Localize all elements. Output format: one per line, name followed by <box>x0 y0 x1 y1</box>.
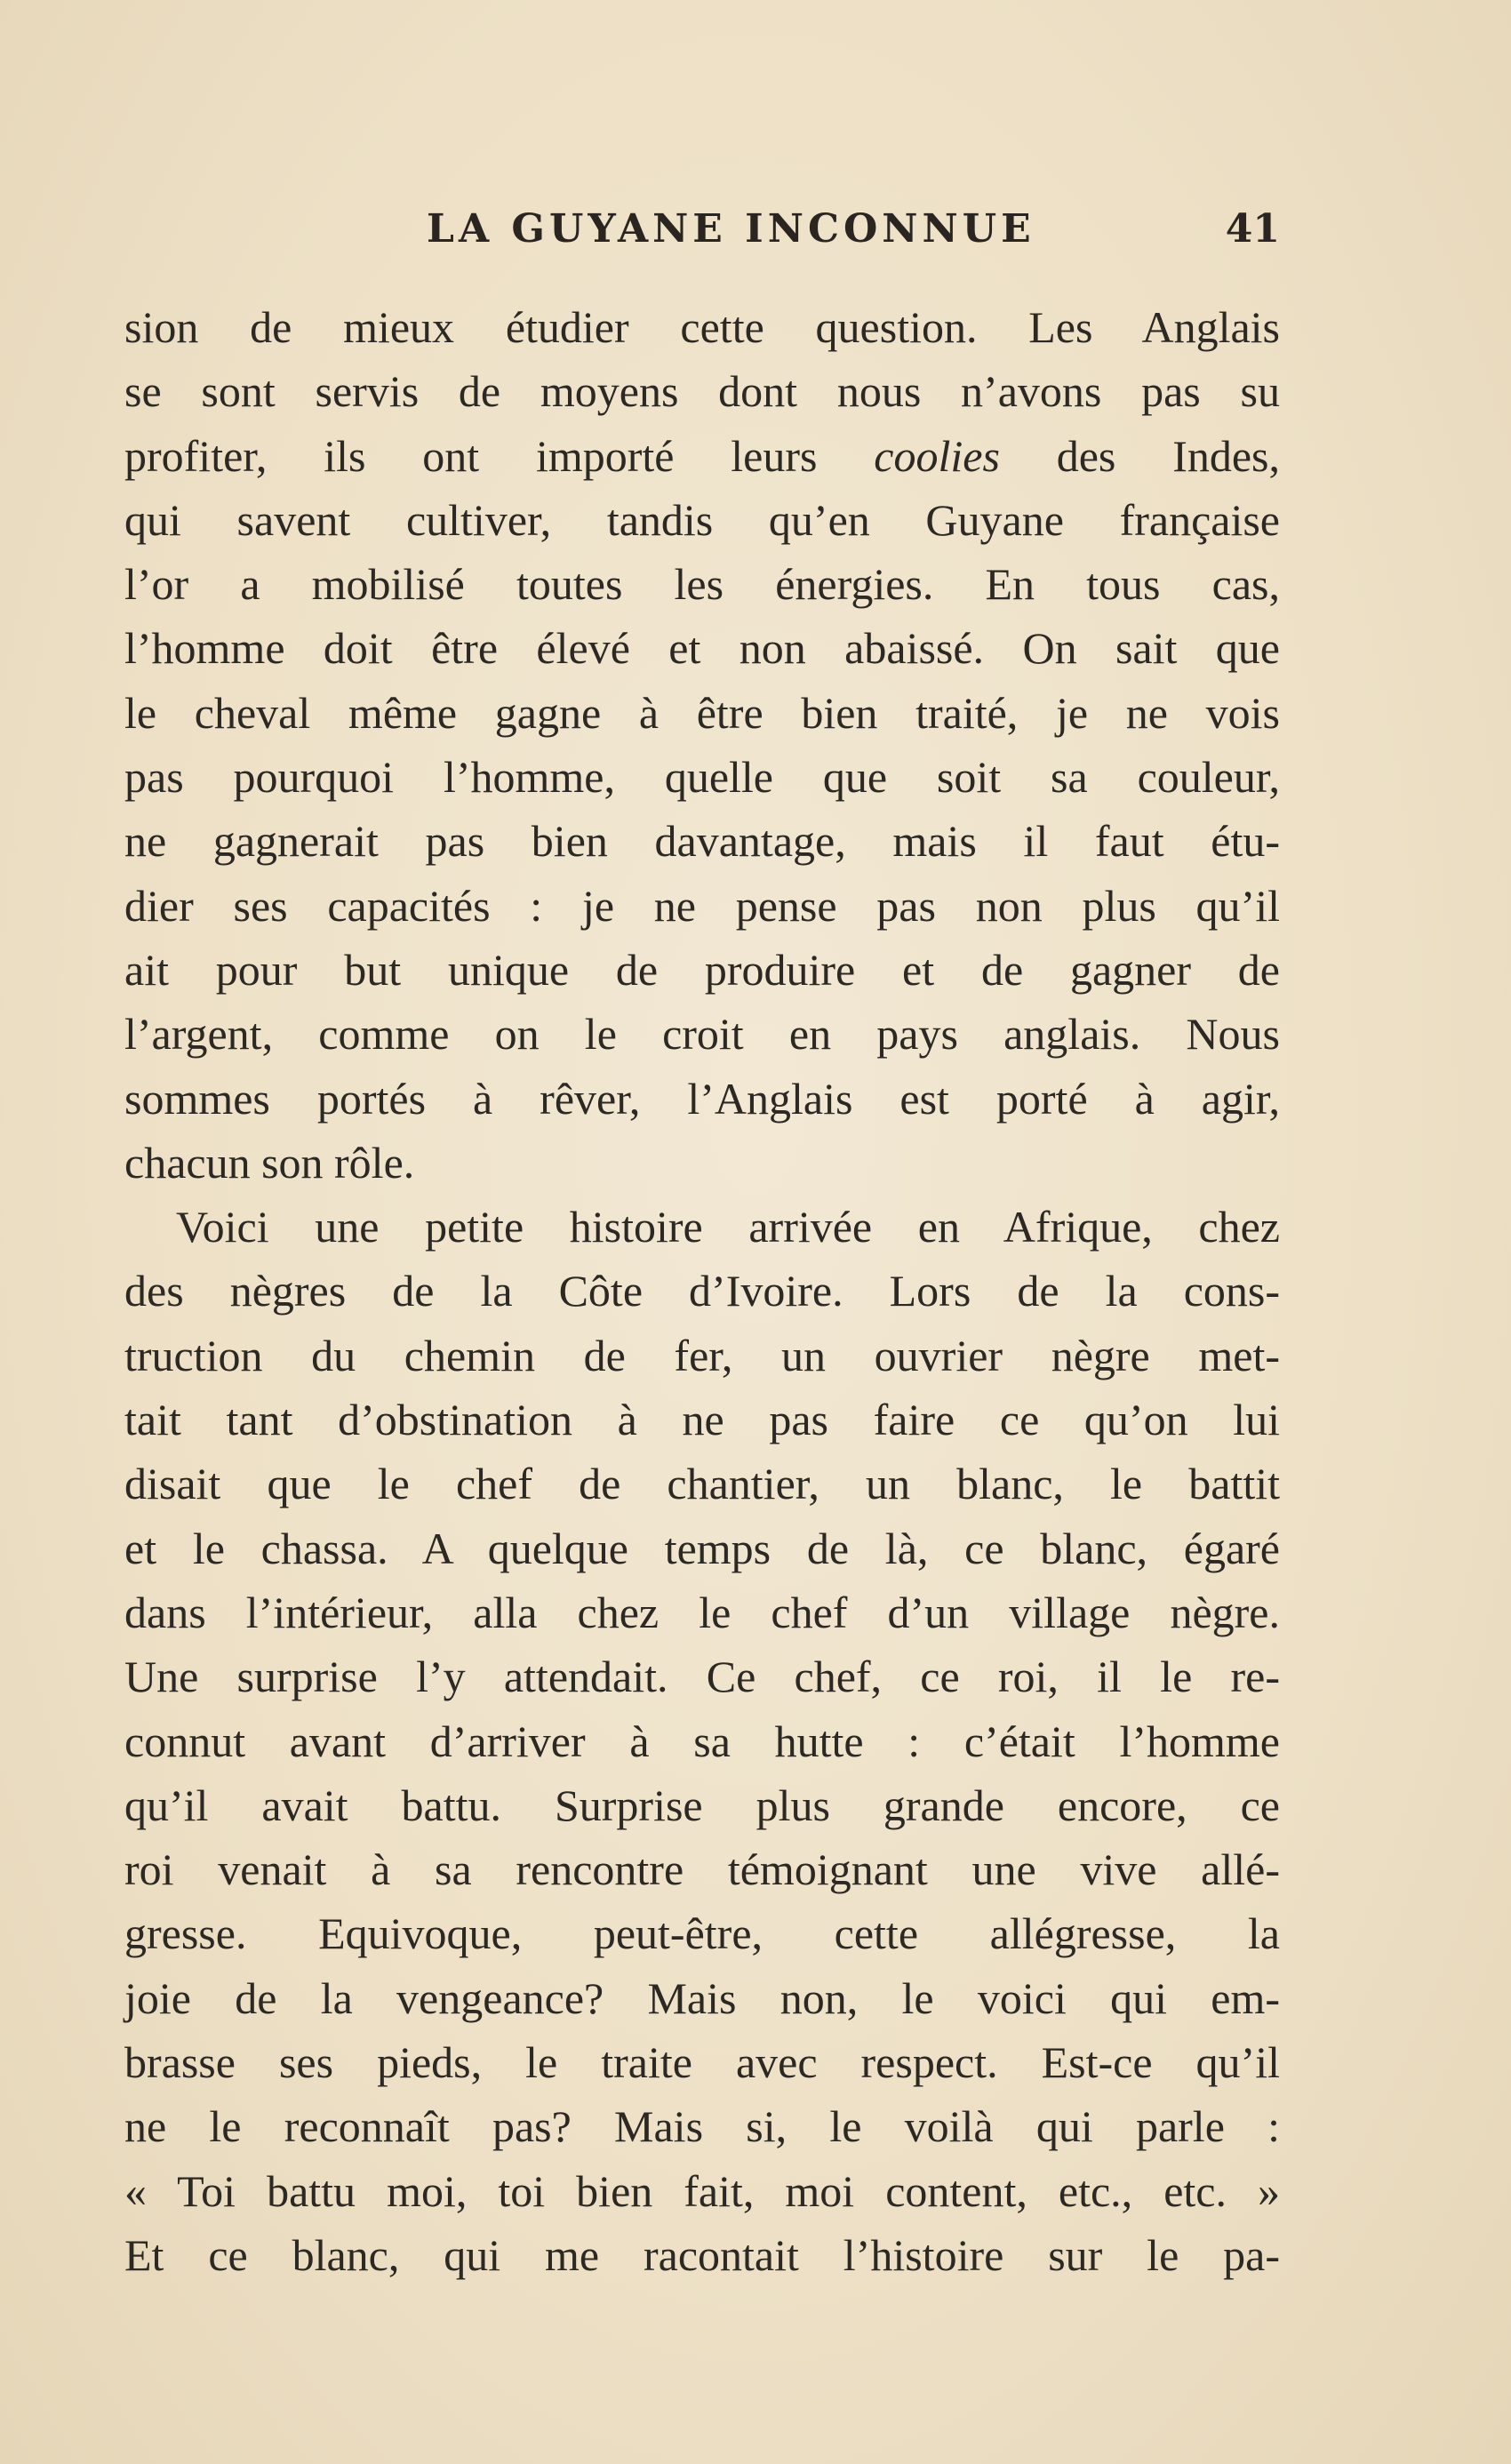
text-line: tait tant d’obstination à ne pas faire ce qu’on lui <box>124 1395 1280 1445</box>
page-number: 41 <box>1225 206 1280 252</box>
text-line: sion de mieux étudier cette question. Les Anglais <box>124 302 1280 352</box>
text-line: brasse ses pieds, le traite avec respect. Est-ce qu’il <box>124 2037 1280 2088</box>
text-line: ne gagnerait pas bien davantage, mais il faut étu- <box>124 816 1280 867</box>
text-line: profiter, ils ont importé leurs coolies des Indes, <box>124 430 1280 481</box>
text-line: pas pourquoi l’homme, quelle que soit sa couleur, <box>124 752 1280 803</box>
text-line: connut avant d’arriver à sa hutte : c’était l’homme <box>124 1716 1280 1766</box>
text-line: qui savent cultiver, tandis qu’en Guyane française <box>124 494 1280 545</box>
text-line: des nègres de la Côte d’Ivoire. Lors de la cons- <box>124 1266 1280 1316</box>
text-line: Une surprise l’y attendait. Ce chef, ce roi, il le re- <box>124 1652 1280 1702</box>
text-line: chacun son rôle. <box>124 1137 415 1188</box>
text-line: Voici une petite histoire arrivée en Afrique, chez <box>176 1202 1280 1252</box>
paragraph <box>124 295 1280 1195</box>
text-line: Et ce blanc, qui me racontait l’histoire sur le pa- <box>124 2229 1280 2280</box>
text-line: roi venait à sa rencontre témoignant une vive allé- <box>124 1844 1280 1895</box>
text-line: dier ses capacités : je ne pense pas non plus qu’il <box>124 880 1280 931</box>
body-text <box>124 295 1280 2287</box>
text-line: « Toi battu moi, toi bien fait, moi content, etc., etc. » <box>124 2165 1280 2216</box>
text-line: ait pour but unique de produire et de gagner de <box>124 944 1280 995</box>
text-line: l’homme doit être élevé et non abaissé. On sait que <box>124 623 1280 674</box>
text-line: qu’il avait battu. Surprise plus grande encore, ce <box>124 1780 1280 1830</box>
text-line: l’or a mobilisé toutes les énergies. En tous cas, <box>124 559 1280 610</box>
text-line: dans l’intérieur, alla chez le chef d’un village nègre. <box>124 1587 1280 1637</box>
text-line: sommes portés à rêver, l’Anglais est porté à agir, <box>124 1073 1280 1124</box>
italic-term: coolies <box>874 430 1000 481</box>
text-line: l’argent, comme on le croit en pays anglais. Nous <box>124 1009 1280 1060</box>
page-header <box>124 206 1280 260</box>
paragraph <box>124 1195 1280 2287</box>
text-line: ne le reconnaît pas? Mais si, le voilà qui parle : <box>124 2101 1280 2152</box>
text-line: disait que le chef de chantier, un blanc, le battit <box>124 1459 1280 1509</box>
running-title: LA GUYANE INCONNUE <box>427 206 1035 252</box>
text-line: gresse. Equivoque, peut-être, cette allégresse, la <box>124 1908 1280 1959</box>
text-line: se sont servis de moyens dont nous n’avons pas su <box>124 366 1280 417</box>
text-line: et le chassa. A quelque temps de là, ce blanc, égaré <box>124 1523 1280 1573</box>
text-line: truction du chemin de fer, un ouvrier nègre met- <box>124 1330 1280 1380</box>
text-line: le cheval même gagne à être bien traité, je ne vois <box>124 687 1280 738</box>
text-line: joie de la vengeance? Mais non, le voici qui em- <box>124 1972 1280 2023</box>
